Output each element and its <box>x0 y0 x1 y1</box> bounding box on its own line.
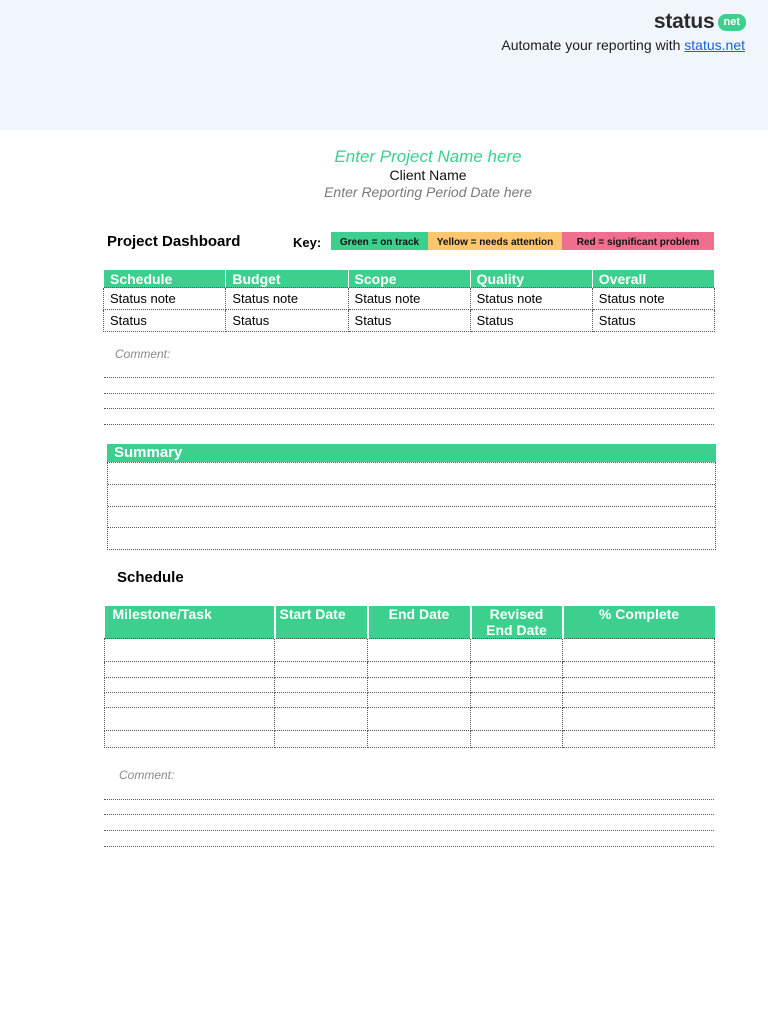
comment-line[interactable] <box>104 424 714 425</box>
table-row <box>105 693 715 708</box>
key-yellow: Yellow = needs attention <box>428 232 562 250</box>
key-label: Key: <box>293 235 322 250</box>
comment-line[interactable] <box>104 846 714 847</box>
dashboard-title: Project Dashboard <box>107 233 241 250</box>
status-cell[interactable]: Status <box>348 310 470 332</box>
status-cell[interactable]: Status <box>470 310 592 332</box>
start-date-cell[interactable] <box>275 639 368 662</box>
dashboard-col-budget: Budget <box>226 270 348 288</box>
table-row <box>105 678 715 693</box>
schedule-col-revised-end-date: Revised End Date <box>471 606 563 639</box>
revised-end-date-cell[interactable] <box>471 639 563 662</box>
status-cell[interactable]: Status <box>104 310 226 332</box>
dashboard-header-row <box>104 270 715 288</box>
schedule-comment-label: Comment: <box>119 768 175 782</box>
dashboard-table <box>103 269 715 332</box>
percent-complete-cell[interactable] <box>563 708 715 731</box>
status-net-link[interactable]: status.net <box>684 37 745 53</box>
schedule-col-percent-complete: % Complete <box>563 606 715 639</box>
start-date-cell[interactable] <box>275 693 368 708</box>
tagline <box>501 37 745 53</box>
schedule-title: Schedule <box>117 569 184 586</box>
percent-complete-cell[interactable] <box>563 678 715 693</box>
summary-line <box>108 506 715 507</box>
status-note-cell[interactable]: Status note <box>226 288 348 310</box>
start-date-cell[interactable] <box>275 731 368 748</box>
table-row <box>104 288 715 310</box>
summary-line <box>108 484 715 485</box>
dashboard-col-scope: Scope <box>348 270 470 288</box>
key-green: Green = on track <box>331 232 428 250</box>
end-date-cell[interactable] <box>368 693 471 708</box>
brand-pill: net <box>718 14 747 31</box>
status-note-cell[interactable]: Status note <box>470 288 592 310</box>
summary-line <box>108 527 715 528</box>
milestone-cell[interactable] <box>105 678 275 693</box>
start-date-cell[interactable] <box>275 708 368 731</box>
schedule-col-milestone: Milestone/Task <box>105 606 275 639</box>
comment-line[interactable] <box>104 830 714 831</box>
revised-end-date-cell[interactable] <box>471 731 563 748</box>
project-name[interactable]: Enter Project Name here <box>334 147 522 166</box>
dashboard-col-schedule: Schedule <box>104 270 226 288</box>
comment-line[interactable] <box>104 408 714 409</box>
end-date-cell[interactable] <box>368 731 471 748</box>
comment-line[interactable] <box>104 377 714 378</box>
start-date-cell[interactable] <box>275 662 368 678</box>
schedule-col-start-date: Start Date <box>275 606 368 639</box>
dashboard-col-overall: Overall <box>592 270 714 288</box>
start-date-cell[interactable] <box>275 678 368 693</box>
table-row <box>104 310 715 332</box>
percent-complete-cell[interactable] <box>563 639 715 662</box>
revised-end-date-cell[interactable] <box>471 662 563 678</box>
end-date-cell[interactable] <box>368 678 471 693</box>
revised-end-date-cell[interactable] <box>471 693 563 708</box>
status-note-cell[interactable]: Status note <box>348 288 470 310</box>
percent-complete-cell[interactable] <box>563 662 715 678</box>
comment-line[interactable] <box>104 799 714 800</box>
schedule-table <box>104 606 715 748</box>
brand-wordmark: status <box>653 10 715 33</box>
table-row <box>105 662 715 678</box>
summary-title: Summary <box>107 444 716 462</box>
tagline-text: Automate your reporting with <box>501 37 685 53</box>
status-cell[interactable]: Status <box>226 310 348 332</box>
percent-complete-cell[interactable] <box>563 693 715 708</box>
table-row <box>105 639 715 662</box>
end-date-cell[interactable] <box>368 639 471 662</box>
brand-logo[interactable] <box>654 10 746 34</box>
end-date-cell[interactable] <box>368 662 471 678</box>
status-cell[interactable]: Status <box>592 310 714 332</box>
table-row <box>105 708 715 731</box>
summary-box[interactable] <box>107 462 716 550</box>
table-row <box>105 731 715 748</box>
status-note-cell[interactable]: Status note <box>104 288 226 310</box>
milestone-cell[interactable] <box>105 708 275 731</box>
dashboard-comment-label: Comment: <box>115 347 171 361</box>
top-banner <box>0 0 768 130</box>
dashboard-col-quality: Quality <box>470 270 592 288</box>
schedule-col-end-date: End Date <box>368 606 471 639</box>
comment-line[interactable] <box>104 393 714 394</box>
revised-end-date-cell[interactable] <box>471 708 563 731</box>
key-red: Red = significant problem <box>562 232 714 250</box>
reporting-period[interactable]: Enter Reporting Period Date here <box>324 184 532 200</box>
client-name[interactable]: Client Name <box>389 167 467 183</box>
percent-complete-cell[interactable] <box>563 731 715 748</box>
schedule-header-row <box>105 606 715 639</box>
milestone-cell[interactable] <box>105 731 275 748</box>
revised-end-date-cell[interactable] <box>471 678 563 693</box>
status-note-cell[interactable]: Status note <box>592 288 714 310</box>
milestone-cell[interactable] <box>105 693 275 708</box>
milestone-cell[interactable] <box>105 662 275 678</box>
end-date-cell[interactable] <box>368 708 471 731</box>
comment-line[interactable] <box>104 814 714 815</box>
milestone-cell[interactable] <box>105 639 275 662</box>
